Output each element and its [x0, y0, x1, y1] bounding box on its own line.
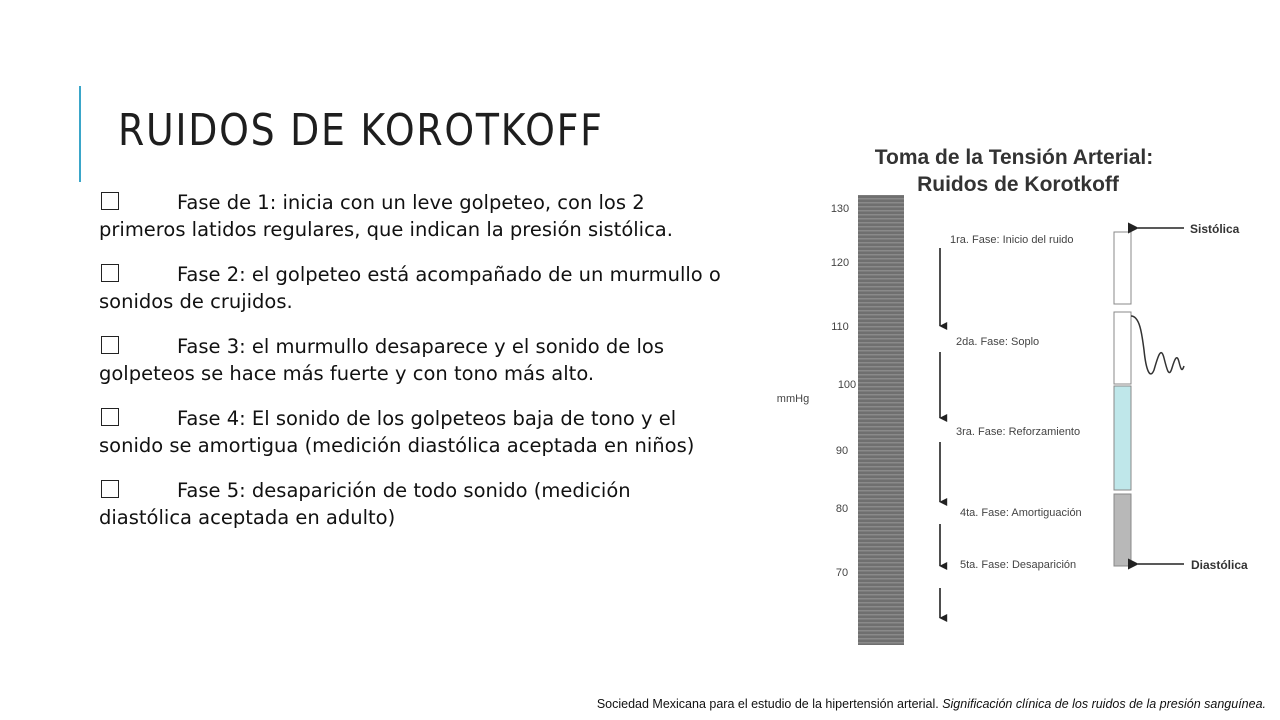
bullet-item	[99, 406, 724, 459]
scale-label-80: 80	[835, 503, 849, 515]
scale-label-110: 110	[831, 321, 849, 333]
checkbox-bullet-icon	[101, 408, 119, 426]
footnote-text: Sociedad Mexicana para el estudio de la hipertensión arterial.	[596, 697, 939, 711]
checkbox-bullet-icon	[101, 192, 119, 210]
checkbox-bullet-icon	[101, 264, 119, 282]
phase-label-3: 3ra. Fase: Reforzamiento	[956, 426, 1081, 438]
korotkoff-diagram	[772, 130, 1280, 650]
bullet-text: Fase 5: desaparición de todo sonido (medición diastólica aceptada en adulto)	[99, 479, 631, 529]
scale-label-120: 120	[830, 257, 850, 269]
phase-label-5: 5ta. Fase: Desaparición	[960, 559, 1077, 571]
phase-3-box	[1114, 386, 1131, 490]
scale-label-130: 130	[830, 203, 850, 215]
bullet-item	[99, 478, 724, 531]
unit-label: mmHg	[776, 393, 810, 405]
scale-label-100: 100	[837, 379, 857, 391]
bullet-item	[99, 334, 724, 387]
phase-2-box	[1114, 312, 1131, 384]
phase-1-box	[1114, 232, 1131, 304]
checkbox-bullet-icon	[101, 480, 119, 498]
footnote	[597, 697, 1266, 711]
phase-4-box	[1114, 494, 1131, 566]
murmur-waveform	[1131, 316, 1184, 374]
diagram-title-line2: Ruidos de Korotkoff	[917, 173, 1119, 196]
pressure-scale-bar	[858, 195, 904, 645]
systolic-label: Sistólica	[1190, 222, 1240, 236]
scale-label-70: 70	[835, 567, 849, 579]
bullet-text: Fase 4: El sonido de los golpeteos baja de tono y el sonido se amortigua (medición diastólica aceptada en niños)	[99, 407, 695, 457]
footnote-italic: Significación clínica de los ruidos de la presión sanguínea.	[942, 697, 1266, 711]
title-accent-bar	[79, 86, 81, 182]
diastolic-label: Diastólica	[1191, 558, 1248, 572]
phase-label-4: 4ta. Fase: Amortiguación	[960, 507, 1082, 519]
bullet-text: Fase 3: el murmullo desaparece y el sonido de los golpeteos se hace más fuerte y con tono más alto.	[99, 335, 664, 385]
bullet-item	[99, 190, 724, 243]
diagram-title-line1: Toma de la Tensión Arterial:	[874, 146, 1154, 169]
slide-title: RUIDOS DE KOROTKOFF	[118, 105, 604, 156]
bullet-text: Fase de 1: inicia con un leve golpeteo, con los 2 primeros latidos regulares, que indican la presión sistólica.	[99, 191, 673, 241]
bullet-text: Fase 2: el golpeteo está acompañado de un murmullo o sonidos de crujidos.	[99, 263, 721, 313]
phase-label-1: 1ra. Fase: Inicio del ruido	[950, 234, 1074, 246]
bullet-list	[99, 190, 724, 550]
scale-label-90: 90	[835, 445, 849, 457]
checkbox-bullet-icon	[101, 336, 119, 354]
bullet-item	[99, 262, 724, 315]
phase-label-2: 2da. Fase: Soplo	[956, 336, 1040, 348]
